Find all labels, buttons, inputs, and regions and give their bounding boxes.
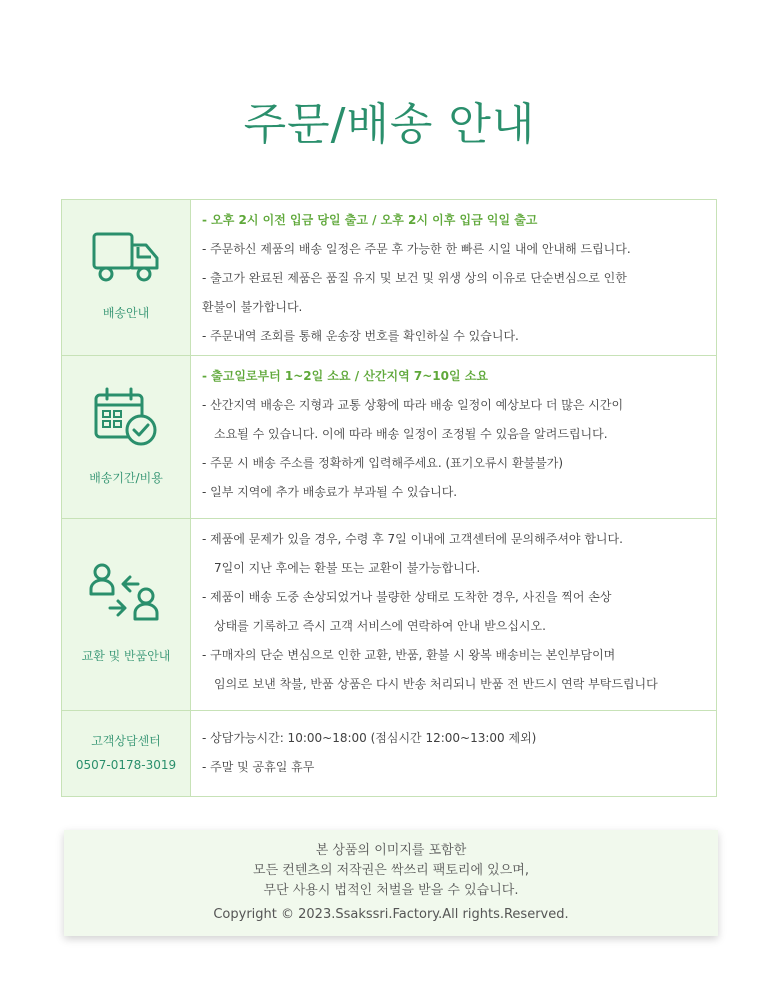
shipping-period-side xyxy=(62,356,191,519)
info-line: - 구매자의 단순 변심으로 인한 교환, 반품, 환불 시 왕복 배송비는 본인부담이며 xyxy=(202,648,616,662)
info-line: - 주문하신 제품의 배송 일정은 주문 후 가능한 한 빠른 시일 내에 안내해 드립니다. xyxy=(202,242,631,256)
notice-line: 무단 사용시 법적인 처벌을 받을 수 있습니다. xyxy=(263,883,519,898)
info-line: - 산간지역 배송은 지형과 교통 상황에 따라 배송 일정이 예상보다 더 많은 시간이 xyxy=(202,398,624,412)
truck-icon xyxy=(91,231,161,283)
info-line: - 출고가 완료된 제품은 품질 유지 및 보건 및 위생 상의 이유로 단순변심으로 인한 xyxy=(202,271,627,285)
info-line: - 주문내역 조회를 통해 운송장 번호를 확인하실 수 있습니다. xyxy=(202,329,519,343)
notice-line: 모든 컨텐츠의 저작권은 싹쓰리 팩토리에 있으며, xyxy=(253,863,529,878)
shipping-info-body xyxy=(191,200,717,356)
shipping-period-body xyxy=(191,356,717,519)
info-line: - 출고일로부터 1~2일 소요 / 산간지역 7~10일 소요 xyxy=(202,369,488,383)
info-line: - 제품에 문제가 있을 경우, 수령 후 7일 이내에 고객센터에 문의해주셔야 합니다. xyxy=(202,532,623,546)
calendar-check-icon xyxy=(93,386,159,448)
info-line: 상태를 기록하고 즉시 고객 서비스에 연락하여 안내 받으십시오. xyxy=(214,619,546,633)
section-label: 교환 및 반품안내 xyxy=(81,649,171,663)
info-line: - 상담가능시간: 10:00~18:00 (점심시간 12:00~13:00 제외) xyxy=(202,731,537,745)
info-line: 7일이 지난 후에는 환불 또는 교환이 불가능합니다. xyxy=(214,561,481,575)
info-line: - 오후 2시 이전 입금 당일 출고 / 오후 2시 이후 입금 익일 출고 xyxy=(202,213,538,227)
customer-center-row xyxy=(62,711,717,797)
section-label: 고객상담센터 xyxy=(91,734,161,748)
info-line: - 제품이 배송 도중 손상되었거나 불량한 상태로 도착한 경우, 사진을 찍어 손상 xyxy=(202,590,612,604)
copyright-text: Copyright © 2023.Ssakssri.Factory.All rights.Reserved. xyxy=(213,907,569,922)
section-label: 배송안내 xyxy=(102,306,150,320)
exchange-return-side xyxy=(62,519,191,711)
info-line: - 주문 시 배송 주소를 정확하게 입력해주세요. (표기오류시 환불불가) xyxy=(202,456,564,470)
info-line: 임의로 보낸 착불, 반품 상품은 다시 반송 처리되니 반품 전 반드시 연락 부탁드립니다 xyxy=(214,677,658,691)
shipping-info-side xyxy=(62,200,191,356)
info-line: 환불이 불가합니다. xyxy=(202,300,303,314)
exchange-return-body xyxy=(191,519,717,711)
info-line: - 주말 및 공휴일 휴무 xyxy=(202,760,315,774)
info-line: 소요될 수 있습니다. 이에 따라 배송 일정이 조정될 수 있음을 알려드립니다. xyxy=(214,427,608,441)
customer-center-body xyxy=(191,711,717,797)
phone-number: 0507-0178-3019 xyxy=(75,758,177,772)
customer-center-side xyxy=(62,711,191,797)
shipping-info-row xyxy=(62,200,717,356)
exchange-icon xyxy=(88,562,164,626)
section-label: 배송기간/비용 xyxy=(89,470,163,485)
exchange-return-row xyxy=(62,519,717,711)
page-title: 주문/배송 안내 xyxy=(243,99,536,150)
notice-line: 본 상품의 이미지를 포함한 xyxy=(315,843,467,858)
shipping-period-row xyxy=(62,356,717,519)
info-line: - 일부 지역에 추가 배송료가 부과될 수 있습니다. xyxy=(202,485,458,499)
copyright-notice xyxy=(64,830,718,936)
order-shipping-guide-table xyxy=(61,199,717,797)
